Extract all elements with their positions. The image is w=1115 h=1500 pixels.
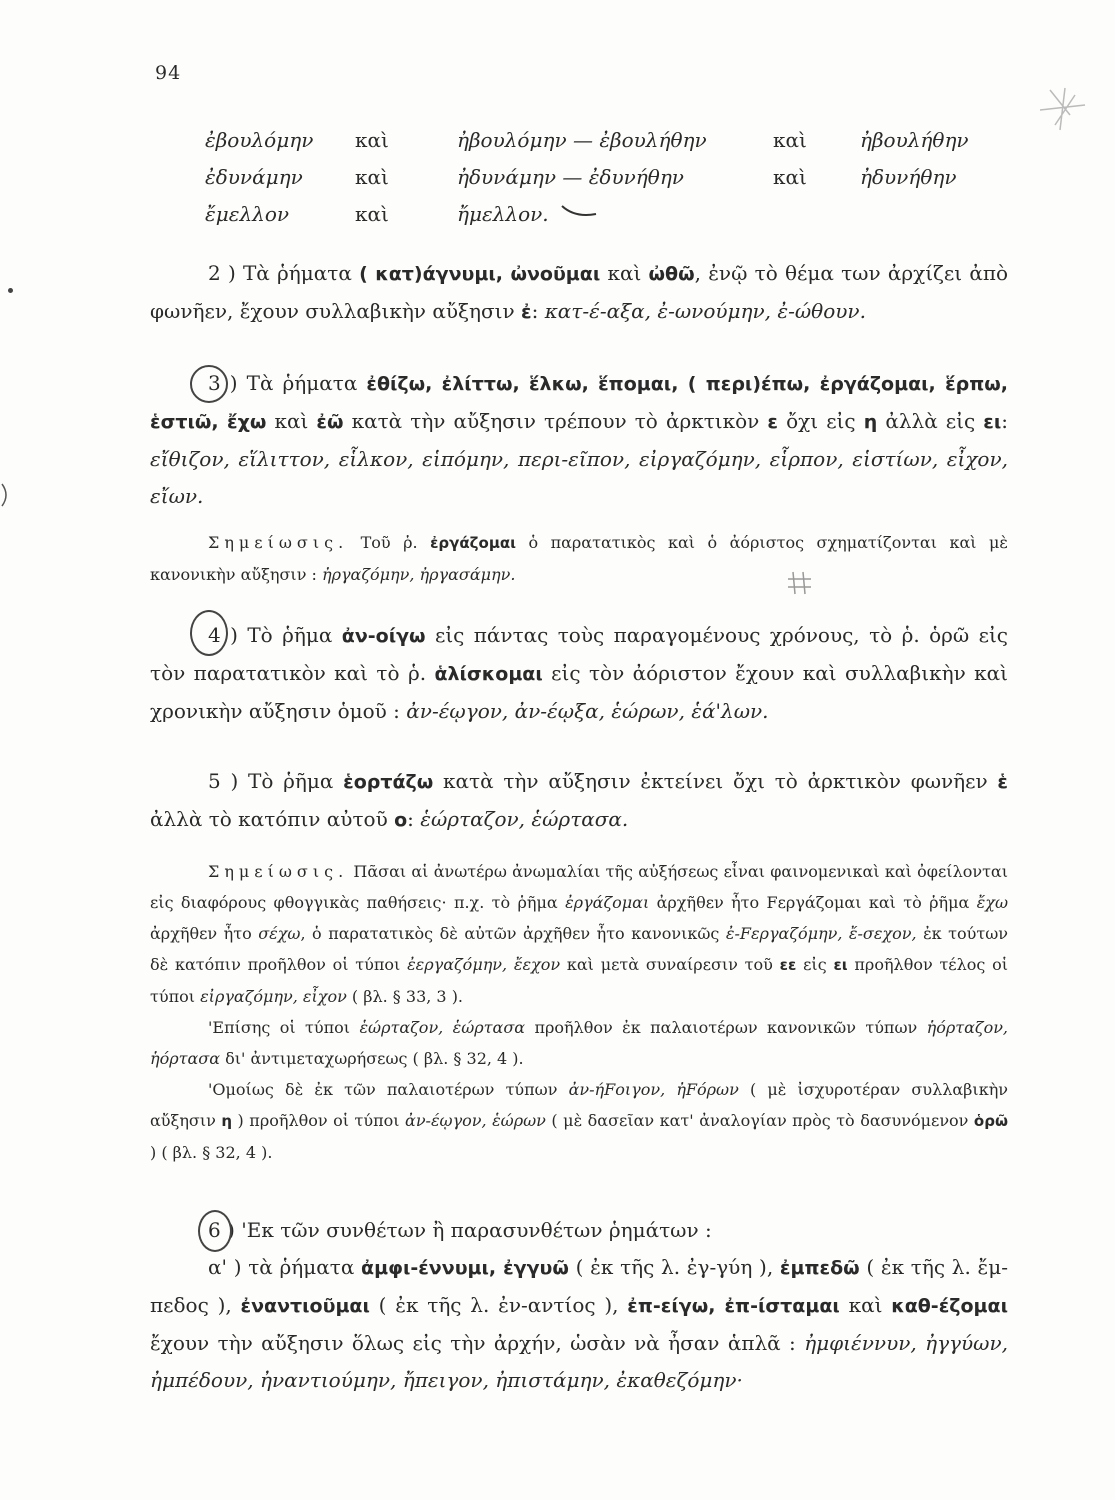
verb-form: ἐδυνάμην — [205, 165, 303, 189]
pen-hash-mark — [785, 568, 815, 598]
rule-text: ἔχουν τὴν αὔξησιν ὅλως εἰς τὴν ἀρχήν, ὡσὰν νὰ ἦσαν ἁπλᾶ : — [150, 1331, 805, 1355]
letter-bold: ει — [833, 956, 848, 974]
conjunction: καὶ — [355, 165, 389, 189]
note-label: Σημείωσις. — [208, 533, 349, 552]
example-form: ἡόρταζον, ἡόρτασα — [150, 1018, 1009, 1068]
example-forms: ἑώρταζον, ἑώρτασα. — [420, 807, 629, 831]
note-2-paragraph-1 — [150, 856, 1008, 1012]
pen-circle-mark — [198, 1210, 232, 1252]
note-1 — [150, 527, 1008, 590]
rule-6a-paragraph — [150, 1249, 1008, 1399]
example-form: ἀν-έῳγον, ἑώρων — [405, 1111, 546, 1130]
letter-bold: ἐ — [521, 301, 532, 323]
example-form: ἐργάζομαι — [565, 893, 650, 912]
example-form: σέχω — [258, 924, 301, 943]
note-text: εἰς — [796, 955, 834, 974]
letter-bold: ει — [983, 411, 1002, 433]
verb-form: ἠβουλόμην — ἐβουλήθην — [457, 128, 707, 152]
verb-form: ἠβουλήθην — [860, 128, 969, 152]
example-forms: ἀν-έῳγον, ἀν-έῳξα, ἑώρων, ἑά'λων. — [406, 699, 769, 723]
note-2-paragraph-3 — [150, 1074, 1008, 1168]
rule-text: ἀλλὰ εἰς — [877, 409, 984, 433]
pen-circle-mark — [190, 365, 228, 403]
pen-circle-mark — [190, 610, 228, 656]
verb-form: ἐβουλόμην — [205, 128, 314, 152]
example-form: ἑώρταζον, ἑώρτασα — [359, 1018, 526, 1037]
pen-tick-mark — [560, 200, 600, 220]
rule-text: ἀλλὰ τὸ κατόπιν αὐτοῦ — [150, 807, 395, 831]
note-text: προῆλθον τέλος οἱ τύποι — [150, 955, 1009, 1006]
rule-text: 2 ) Τὰ ῥήματα — [208, 261, 360, 285]
rule-text: ὄχι εἰς — [778, 409, 864, 433]
conjunction: καὶ — [773, 165, 807, 189]
rule-text: 5 ) Τὸ ῥῆμα — [208, 769, 344, 793]
note-text: ἀρχῆθεν ἦτο Fεργάζομαι καὶ τὸ ῥῆμα — [649, 893, 977, 912]
note-text: ἀρχῆθεν ἦτο — [150, 924, 259, 943]
rule-text: : — [1001, 409, 1009, 433]
rule-text: ( ἐκ τῆς λ. ἐγ-γύη ), — [568, 1255, 780, 1279]
letter-bold: ε — [767, 411, 778, 433]
rule-5-paragraph — [150, 763, 1008, 839]
note-text: 'Ομοίως δὲ ἐκ τῶν παλαιοτέρων τύπων — [208, 1080, 569, 1099]
rule-text: : — [531, 299, 545, 323]
verb-bold: ἐπ-είγω, ἐπ-ίσταμαι — [627, 1295, 840, 1317]
example-forms: ἠργαζόμην, ἠργασάμην. — [321, 565, 516, 584]
margin-dot — [8, 288, 13, 293]
example-form: ἐεργαζόμην, ἔεχον — [407, 955, 561, 974]
letter-bold: η — [221, 1112, 233, 1130]
verb-bold: ( κατ)άγνυμι, ὠνοῦμαι — [359, 263, 601, 285]
rule-text: καὶ — [600, 261, 649, 285]
note-label: Σημείωσις. — [208, 862, 349, 881]
example-forms: εἴθιζον, εἵλιττον, εἷλκον, εἱπόμην, περι-εῖπον, εἰργαζόμην, εἷρπον, εἱστίων, εἶχον, εἴων. — [150, 447, 1008, 508]
note-text: ( μὲ δασεῖαν κατ' ἀναλογίαν πρὸς τὸ δασυνόμενον — [545, 1111, 974, 1130]
rule-4-paragraph — [150, 617, 1008, 730]
verb-bold: ἑορτάζω — [343, 771, 434, 793]
example-forms: κατ-έ-αξα, ἐ-ωνούμην, ἐ-ώθουν. — [544, 299, 866, 323]
conjunction: καὶ — [355, 202, 389, 226]
rule-text: α' ) τὰ ῥήματα — [208, 1255, 362, 1279]
example-form: ἔχω — [976, 893, 1008, 912]
verb-bold: ἀμφι-έννυμι, ἐγγυῶ — [361, 1257, 569, 1279]
note-2-paragraph-2 — [150, 1012, 1008, 1074]
ink-smudge-icon — [1030, 80, 1110, 140]
rule-text: κατὰ τὴν αὔξησιν τρέπουν τὸ ἀρκτικὸν — [343, 409, 768, 433]
note-text: Τοῦ ῥ. — [348, 533, 431, 552]
rule-2-paragraph — [150, 255, 1008, 331]
example-form: ἐ-Fεργαζόμην, ἔ-σεχον, — [725, 924, 917, 943]
rule-6-heading: 6 ) 'Εκ τῶν συνθέτων ἢ παρασυνθέτων ῥημάτων : — [208, 1218, 712, 1242]
example-forms: ἠμφιέννυν, ἠγγύων, ἠμπέδουν, ἠναντιούμην, ἤπειγον, ἠπιστάμην, ἐκαθεζόμην· — [150, 1331, 1008, 1392]
verb-form: ἔμελλον — [205, 202, 290, 226]
rule-text: κατὰ τὴν αὔξησιν ἐκτείνει ὄχι τὸ ἀρκτικὸν φωνῆεν — [433, 769, 998, 793]
verb-bold: ἐῶ — [316, 411, 344, 433]
conjunction: καὶ — [773, 128, 807, 152]
note-text: ) προῆλθον οἱ τύποι — [232, 1111, 406, 1130]
note-text: προῆλθον ἐκ παλαιοτέρων κανονικῶν τύπων — [525, 1018, 927, 1037]
note-text: δι' ἀντιμεταχωρήσεως ( βλ. § 32, 4 ). — [220, 1049, 524, 1068]
rule-text: ( ἐκ τῆς λ. ἐν-αντίος ), — [369, 1293, 628, 1317]
verb-bold: ἐναντιοῦμαι — [240, 1295, 370, 1317]
note-text: ἐκ τούτων δὲ κατόπιν προῆλθον οἱ τύποι — [150, 924, 1009, 974]
verb-bold: ἐμπεδῶ — [779, 1257, 860, 1279]
rule-text: 4 ) Τὸ ῥῆμα — [208, 623, 342, 647]
verb-bold: ἐθίζω, ἐλίττω, ἕλκω, ἕπομαι, ( περι)έπω, ἐργάζομαι, ἕρπω, ἑστιῶ, ἔχω — [150, 373, 1009, 433]
rule-text: εἰς πάντας τοὺς παραγομένους χρόνους, τὸ ῥ. ὁρῶ εἰς τὸν παρατατικὸν καὶ τὸ ῥ. — [150, 623, 1008, 685]
note-text: ( βλ. § 33, 3 ). — [346, 987, 464, 1006]
rule-text: , ἐνῷ τὸ θέμα των ἀρχίζει ἀπὸ φωνῆεν, ἔχουν συλλαβικὴν αὔξησιν — [150, 261, 1009, 323]
verb-form: ἠδυνήθην — [860, 165, 957, 189]
letter-bold: ο — [394, 809, 408, 831]
note-2 — [150, 856, 1008, 1168]
rule-text: εἰς τὸν ἀόριστον ἔχουν καὶ συλλαβικὴν καὶ χρονικὴν αὔξησιν ὁμοῦ : — [150, 661, 1008, 723]
margin-bracket-mark — [0, 482, 14, 508]
conjunction: καὶ — [355, 128, 389, 152]
rule-text: ( ἐκ τῆς λ. ἔμ-πεδος ), — [150, 1255, 1009, 1317]
page-number: 94 — [155, 62, 182, 84]
verb-form: ἤμελλον. — [457, 202, 549, 226]
verb-form: ἠδυνάμην — ἐδυνήθην — [457, 165, 684, 189]
note-text: ὁ παρατατικὸς καὶ ὁ ἀόριστος σχηματίζονται καὶ μὲ κανονικὴν αὔξησιν : — [150, 533, 1008, 584]
note-text: , ὁ παρατατικὸς δὲ αὐτῶν ἀρχῆθεν ἦτο κανονικῶς — [300, 924, 726, 943]
note-text: Πᾶσαι αἱ ἀνωτέρω ἀνωμαλίαι τῆς αὐξήσεως εἶναι φαινομενικαὶ καὶ ὀφείλονται εἰς διαφόρους φθογγικὰς παθήσεις· π.χ. τὸ ῥῆμα — [150, 862, 1008, 912]
letter-bold: η — [863, 411, 878, 433]
note-text: 'Επίσης οἱ τύποι — [208, 1018, 360, 1037]
letter-bold: εε — [779, 956, 797, 974]
rule-text: 3 ) Τὰ ῥήματα — [208, 371, 367, 395]
note-text: ) ( βλ. § 32, 4 ). — [150, 1143, 273, 1162]
rule-3-paragraph — [150, 365, 1008, 515]
verb-bold: καθ-έζομαι — [891, 1295, 1008, 1317]
verb-bold: ὠθῶ — [648, 263, 695, 285]
rule-text: καὶ — [266, 409, 317, 433]
note-text: ( μὲ ἰσχυροτέραν συλλαβικὴν αὔξησιν — [150, 1080, 1008, 1130]
verb-bold: ἁλίσκομαι — [434, 663, 543, 685]
letter-bold: ἑ — [997, 771, 1008, 793]
example-form: εἰργαζόμην, εἶχον — [200, 987, 347, 1006]
note-text: καὶ μετὰ συναίρεσιν τοῦ — [560, 955, 780, 974]
verb-bold: ἀν-οίγω — [341, 625, 426, 647]
verb-bold: ἐργάζομαι — [430, 534, 517, 552]
rule-text: καὶ — [839, 1293, 892, 1317]
example-form: ἀν-ήFοιγον, ἠFόρων — [568, 1080, 739, 1099]
verb-bold: ὁρῶ — [973, 1112, 1009, 1130]
rule-text: : — [407, 807, 421, 831]
